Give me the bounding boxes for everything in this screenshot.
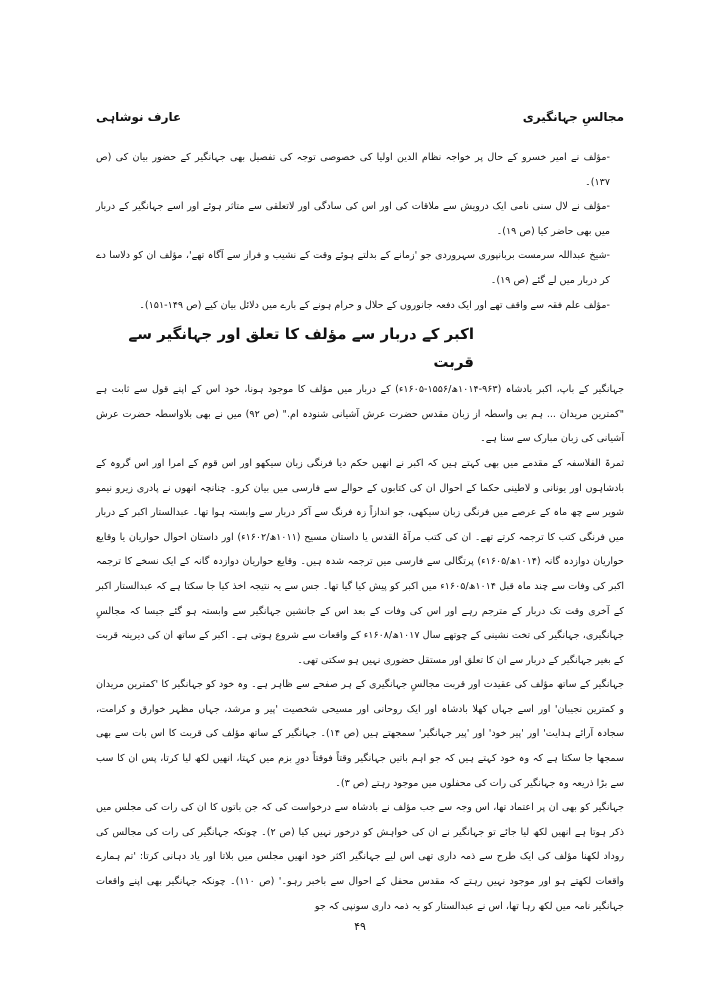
bullet-paragraph: -مؤلف نے امیر خسرو کے حال پر خواجہ نظام الدین اولیا کی خصوصی توجہ کی تفصیل بھی جہانگیر کے حضور بیان کی (ص ۱۳۷)۔ xyxy=(96,152,610,188)
body-text xyxy=(96,146,624,919)
paragraph: جہانگیر کے باپ، اکبر بادشاہ (۹۶۳-۱۰۱۴ھ/۱۵۵۶-۱۶۰۵ء) کے دربار میں مؤلف کا موجود ہونا، خود اس کے اپنے قول سے ثابت ہے "کمترین مریدان ... ہم بی واسطہ از زبان مقدس حضرت عرش آشیانی شنودہ ام." (ص ۹۲) میں نے بھی بلاواسطہ حضرت عرش آشیانی کی زبان مبارک سے سنا ہے۔ xyxy=(96,384,624,445)
bullet-paragraph: -شیخ عبداللہ سرمست بربانپوری سہروردی جو 'زمانے کے بدلتے ہوئے وقت کے نشیب و فراز سے آگاہ تھے'، مؤلف ان کو دلاسا دے کر دربار میں لے گئے (ص ۱۹)۔ xyxy=(96,250,610,286)
paragraph: ثمرۃ الفلاسفہ کے مقدمے میں بھی کہتے ہیں کہ اکبر نے انھیں حکم دیا فرنگی زبان سیکھو اور اس قوم کے امرا اور اس گروہ کے بادشاہوں اور یونانی و لاطینی حکما کے احوال ان کی کتابوں کے حوالے سے فارسی میں بیان کرو۔ چنانچہ انھوں نے پادری زیرو نیمو شویر سے چھ ماہ کے عرصے میں فرنگی زبان سیکھی، جو اندازاً زہ فرنگ سے آکر دربار سے وابستہ ہوا تھا۔ عبدالستار اکبر کے دربار میں فرنگی کتب کا ترجمہ کرتے تھے۔ ان کی کتب مرآۃ القدس یا داستان مسیح (۱۰۱۱ھ/۱۶۰۲ء) اور داستان احوال حواریان یا وقایع حواریان دوازدہ گانہ (۱۰۱۴ھ/۱۶۰۵ء) پرتگالی سے فارسی میں ترجمہ شدہ ہیں۔ وقایع حواریان دوازدہ گانہ کے ایک نسخے کا ترجمہ اکبر کی وفات سے چند ماہ قبل ۱۰۱۴ھ/۱۶۰۵ء میں اکبر کو پیش کیا گیا تھا۔ جس سے یہ نتیجہ اخذ کیا جا سکتا ہے کہ عبدالستار اکبر کے آخری وقت تک دربار کے مترجم رہے اور اس کی وفات کے بعد اس کے جانشین جہانگیر سے وابستہ ہو گئے جیسا کہ مجالسِ جہانگیری، جہانگیر کی تخت نشینی کے چوتھے سال ۱۰۱۷ھ/۱۶۰۸ء کے واقعات سے شروع ہوتی ہے۔ اکبر کے ساتھ ان کی دیرینہ قربت کے بغیر جہانگیر کے دربار سے ان کا تعلق اور مستقل حضوری نہیں ہو سکتی تھی۔ xyxy=(96,457,624,666)
bullet-paragraph: -مؤلف علم فقہ سے واقف تھے اور ایک دفعہ جانوروں کے حلال و حرام ہونے کے بارے میں دلائل بیان کیے (ص ۱۴۹-۱۵۱)۔ xyxy=(139,299,610,311)
page-number: ۴۹ xyxy=(354,920,366,933)
paragraph: جہانگیر کو بھی ان پر اعتماد تھا، اس وجہ سے جب مؤلف نے بادشاہ سے درخواست کی کہ جن باتوں کا ان کی رات کی مجلس میں ذکر ہوتا ہے انھیں لکھ لیا جائے تو جہانگیر نے ان کی خواہش کو درخور نہیں کیا (ص ۲)۔ چونکہ جہانگیر کی رات کی مجالس کی روداد لکھنا مؤلف کی ایک طرح سے ذمہ داری تھی اس لیے جہانگیر اکثر خود انھیں مجلس میں بلاتا اور یاد دہانی کرتا: 'تم ہمارے واقعات لکھتے ہو اور موجود نہیں رہتے کہ مقدس محفل کے احوال سے باخبر رہو۔' (ص ۱۱۰)۔ چونکہ جہانگیر بھی اپنے واقعات جہانگیر نامہ میں لکھ رہا تھا، اس نے عبدالستار کو یہ ذمہ داری سونپی کہ جو xyxy=(96,802,624,912)
paragraph: جہانگیر کے ساتھ مؤلف کی عقیدت اور قربت مجالسِ جہانگیری کے ہر صفحے سے ظاہر ہے۔ وہ خود کو جہانگیر کا 'کمترین مریدان و کمترین نجیبان' اور اسے جہاں کھلا بادشاہ اور ایک روحانی اور مسیحی شخصیت 'پیر و مرشد، جہاں مظہر خوارق و کرامت، سجادہ آرائے ہدایت' اور 'پیر خود' اور 'پیر جہانگیر' سمجھتے ہیں (ص ۱۴)۔ جہانگیر کے ساتھ مؤلف کی قربت کا اس بات سے بھی سمجھا جا سکتا ہے کہ وہ خود کہتے ہیں کہ جو اہم باتیں جہانگیر وقتاً فوقتاً دورِ بزم میں کہتا، انھیں لکھ لیا کرتا، پس ان کا سب سے بڑا ذریعہ وہ جہانگیر کی رات کی محفلوں میں موجود رہتے (ص ۳)۔ xyxy=(96,679,624,789)
header-author: عارف نوشاہی xyxy=(96,110,182,124)
header-book-title: مجالسِ جہانگیری xyxy=(522,110,624,124)
section-heading: اکبر کے دربار سے مؤلف کا تعلق اور جہانگیر سے قربت xyxy=(128,325,474,372)
bullet-paragraph: -مؤلف نے لال سنی نامی ایک درویش سے ملاقات کی اور اس کی سادگی اور لاتعلقی سے متاثر ہوئے اور اسے جہانگیر کے دربار میں بھی حاضر کیا (ص ۱۹)۔ xyxy=(96,201,610,237)
running-header xyxy=(96,106,624,128)
